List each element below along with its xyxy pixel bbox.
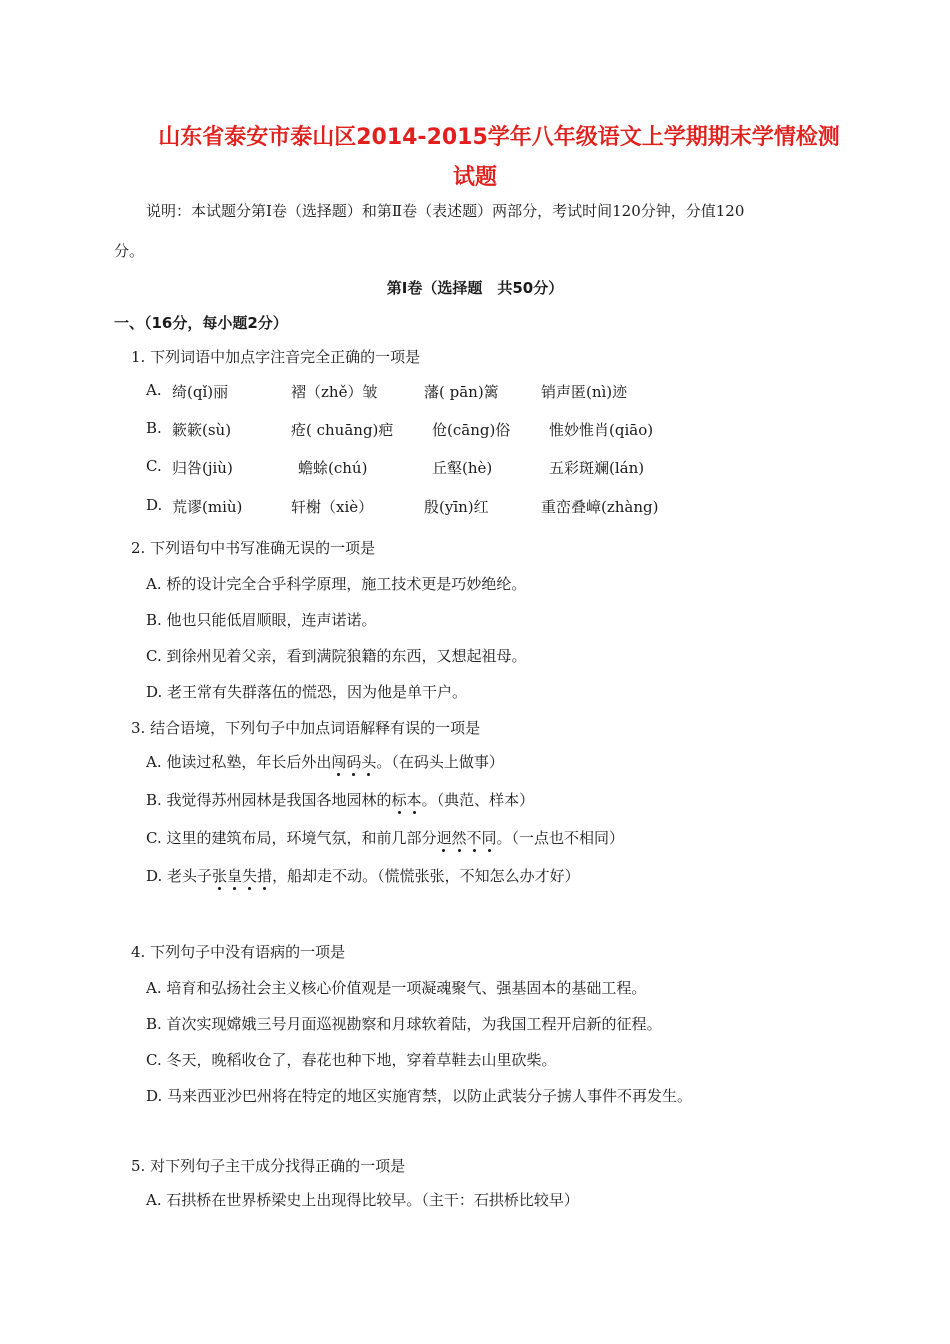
section-heading: 第Ⅰ卷（选择题 共50分） — [386, 279, 564, 297]
q1-c-word-2: 蟾蜍(chú) — [298, 459, 368, 477]
q3-option-c-suffix: 。（一点也不相同） — [496, 829, 625, 847]
q3-option-c-prefix: C. 这里的建筑布局，环境气氛，和前几部分 — [146, 829, 437, 847]
emphasis-char: 闯 — [331, 753, 347, 771]
q3-option-c-dotted-word — [436, 829, 496, 847]
q1-d-word-1: 荒谬(miù) — [172, 498, 243, 516]
q2-option-b: B. 他也只能低眉顺眼，连声诺诺。 — [146, 611, 377, 629]
q3-option-b — [146, 789, 534, 810]
q1-option-c-label: C. — [146, 457, 162, 475]
q1-a-word-2: 褶（zhě）皱 — [291, 383, 378, 401]
question-1-stem: 1. 下列词语中加点字注音完全正确的一项是 — [131, 348, 421, 366]
q1-a-word-4: 销声匿(nì)迹 — [541, 383, 628, 401]
q3-option-b-prefix: B. 我觉得苏州园林是我国各地园林的 — [146, 791, 392, 809]
q1-a-word-1: 绮(qǐ)丽 — [172, 383, 229, 401]
document-title-line-2: 试题 — [452, 165, 497, 190]
q3-option-d-suffix: ，船却走不动。（慌慌张张，不知怎么办才好） — [272, 867, 580, 885]
q1-c-word-3: 丘壑(hè) — [432, 459, 493, 477]
emphasis-char: 措 — [257, 867, 273, 885]
q5-option-a: A. 石拱桥在世界桥梁史上出现得比较早。（主干：石拱桥比较早） — [146, 1191, 579, 1209]
q3-option-c — [146, 827, 624, 848]
q2-option-d: D. 老王常有失群落伍的慌恐，因为他是单干户。 — [146, 683, 468, 701]
q3-option-a-suffix: 。（在码头上做事） — [376, 753, 504, 771]
q3-option-b-suffix: 。（典范、样本） — [421, 791, 535, 809]
question-3-stem: 3. 结合语境，下列句子中加点词语解释有误的一项是 — [131, 719, 481, 737]
emphasis-char: 码 — [346, 753, 362, 771]
q1-option-d-label: D. — [146, 496, 163, 514]
q1-b-word-1: 簌簌(sù) — [172, 421, 232, 439]
emphasis-char: 不 — [466, 829, 482, 847]
part-heading: 一、（16分，每小题2分） — [114, 314, 288, 332]
question-4-stem: 4. 下列句子中没有语病的一项是 — [131, 943, 346, 961]
q1-d-word-4: 重峦叠嶂(zhàng) — [541, 498, 659, 516]
q4-option-a: A. 培育和弘扬社会主义核心价值观是一项凝魂聚气、强基固本的基础工程。 — [146, 979, 647, 997]
q3-option-a-prefix: A. 他读过私塾，年长后外出 — [146, 753, 332, 771]
q1-b-word-3: 伧(cāng)俗 — [432, 421, 511, 439]
q1-c-word-1: 归咎(jiù) — [172, 459, 233, 477]
q1-d-word-3: 殷(yīn)红 — [424, 498, 489, 516]
q2-option-c: C. 到徐州见着父亲，看到满院狼籍的东西，又想起祖母。 — [146, 647, 527, 665]
q1-a-word-3: 藩( pān)篱 — [424, 383, 499, 401]
emphasis-char: 失 — [242, 867, 258, 885]
q2-option-a: A. 桥的设计完全合乎科学原理，施工技术更是巧妙绝纶。 — [146, 575, 527, 593]
q4-option-b: B. 首次实现嫦娥三号月面巡视勘察和月球软着陆，为我国工程开启新的征程。 — [146, 1015, 662, 1033]
emphasis-char: 同 — [481, 829, 497, 847]
q1-b-word-2: 疮( chuāng)疤 — [291, 421, 394, 439]
emphasis-char: 头 — [361, 753, 377, 771]
document-title-line-1: 山东省泰安市泰山区2014-2015学年八年级语文上学期期末学情检测 — [158, 125, 840, 150]
intro-line-2: 分。 — [114, 242, 145, 260]
q3-option-d-dotted-word — [212, 867, 272, 885]
q4-option-d: D. 马来西亚沙巴州将在特定的地区实施宵禁，以防止武装分子掳人事件不再发生。 — [146, 1087, 693, 1105]
q1-c-word-4: 五彩斑斓(lán) — [549, 459, 645, 477]
emphasis-char: 标 — [391, 791, 407, 809]
intro-line-1: 说明：本试题分第Ⅰ卷（选择题）和第Ⅱ卷（表述题）两部分，考试时间120分钟，分值120 — [146, 202, 745, 220]
q4-option-c: C. 冬天，晚稻收仓了，春花也种下地，穿着草鞋去山里砍柴。 — [146, 1051, 557, 1069]
q1-b-word-4: 惟妙惟肖(qiāo) — [549, 421, 654, 439]
emphasis-char: 皇 — [227, 867, 243, 885]
q3-option-b-dotted-word — [392, 791, 422, 809]
emphasis-char: 张 — [212, 867, 228, 885]
q1-option-a-label: A. — [146, 381, 162, 399]
q3-option-d-prefix: D. 老头子 — [146, 867, 213, 885]
emphasis-char: 然 — [451, 829, 467, 847]
emphasis-char: 本 — [406, 791, 422, 809]
q3-option-a — [146, 751, 504, 772]
question-5-stem: 5. 对下列句子主干成分找得正确的一项是 — [131, 1157, 406, 1175]
q3-option-a-dotted-word — [331, 753, 376, 771]
q1-option-b-label: B. — [146, 419, 162, 437]
q1-d-word-2: 轩榭（xiè） — [291, 498, 374, 516]
q3-option-d — [146, 865, 580, 886]
question-2-stem: 2. 下列语句中书写准确无误的一项是 — [131, 539, 376, 557]
emphasis-char: 迥 — [436, 829, 452, 847]
